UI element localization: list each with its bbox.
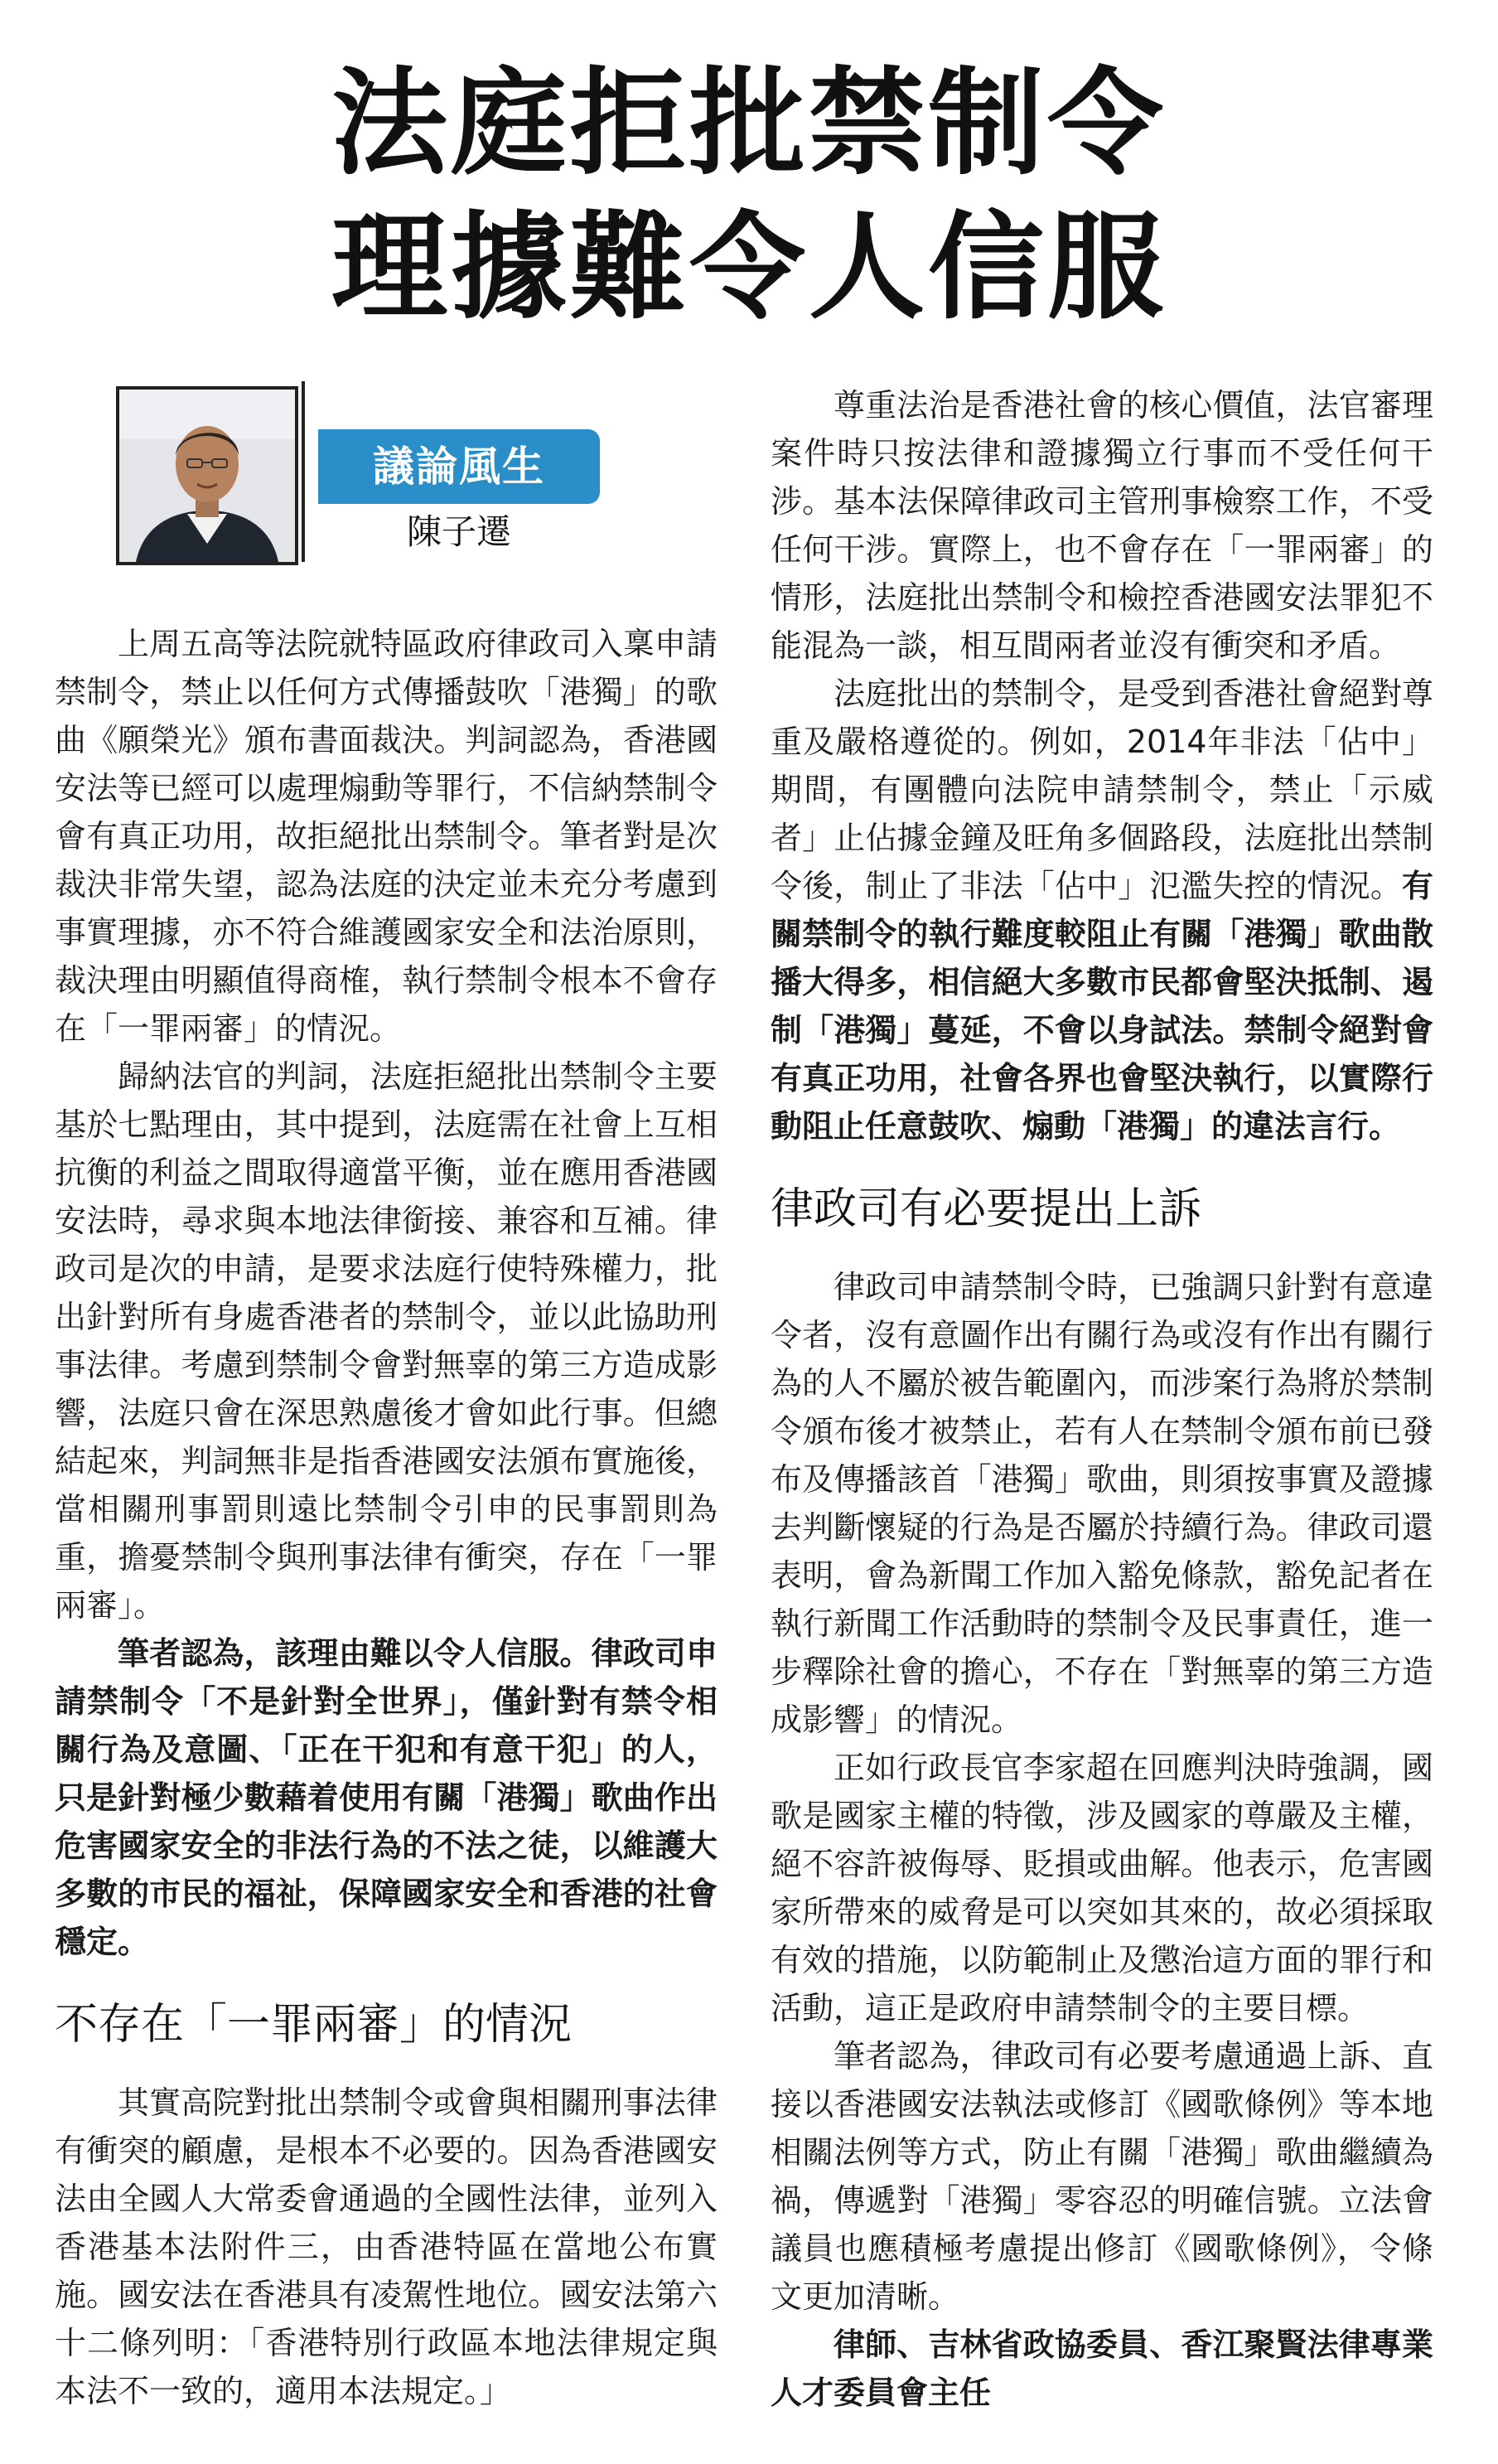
- paragraph: 歸納法官的判詞，法庭拒絕批出禁制令主要基於七點理由，其中提到，法庭需在社會上互相抗衡的利益之間取得適當平衡，並在應用香港國安法時，尋求與本地法律銜接、兼容和互補。律政司是次的申請，是要求法庭行使特殊權力，批出針對所有身處香港者的禁制令，並以此協助刑事法律。考慮到禁制令會對無辜的第三方造成影響，法庭只會在深思熟慮後才會如此行事。但總結起來，判詞無非是指香港國安法頒布實施後，當相關刑事罰則遠比禁制令引申的民事罰則為重，擔憂禁制令與刑事法律有衝突，存在「一罪兩審」。: [55, 1058, 718, 1624]
- paragraph: [771, 670, 1433, 1150]
- subheading: 不存在「一罪兩審」的情況: [55, 2000, 573, 2050]
- byline-divider: [302, 381, 305, 562]
- left-column: [55, 620, 718, 2415]
- paragraph-bold-text: 有關禁制令的執行難度較阻止有關「港獨」歌曲散播大得多，相信絕大多數市民都會堅決抵制、遏制「港獨」蔓延，不會以身試法。禁制令絕對會有真正功用，社會各界也會堅決執行，以實際行動阻止任意鼓吹、煽動「港獨」的違法言行。: [771, 868, 1433, 1145]
- headline-line-1: 法庭拒批禁制令: [331, 56, 1167, 191]
- headline: [0, 51, 1498, 340]
- paragraph: 上周五高等法院就特區政府律政司入稟申請禁制令，禁止以任何方式傳播鼓吹「港獨」的歌曲《願榮光》頒布書面裁決。判詞認為，香港國安法等已經可以處理煽動等罪行，不信納禁制令會有真正功用，故拒絕批出禁制令。筆者對是次裁決非常失望，認為法庭的決定並未充分考慮到事實理據，亦不符合維護國家安全和法治原則，裁決理由明顯值得商榷，執行禁制令根本不會存在「一罪兩審」的情況。: [55, 626, 718, 1047]
- paragraph-text: 法庭批出的禁制令，是受到香港社會絕對尊重及嚴格遵從的。例如，2014年非法「佔中」期間，有團體向法院申請禁制令，禁止「示威者」止佔據金鐘及旺角多個路段，法庭批出禁制令後，制止了非法「佔中」氾濫失控的情況。: [771, 675, 1433, 904]
- author-name: 陳子遷: [406, 511, 511, 552]
- column-badge: 議論風生: [318, 429, 600, 504]
- paragraph: 律政司申請禁制令時，已強調只針對有意違令者，沒有意圖作出有關行為或沒有作出有關行為的人不屬於被告範圍內，而涉案行為將於禁制令頒布後才被禁止，若有人在禁制令頒布前已發布及傳播該首「港獨」歌曲，則須按事實及證據去判斷懷疑的行為是否屬於持續行為。律政司還表明，會為新聞工作加入豁免條款，豁免記者在執行新聞工作活動時的禁制令及民事責任，進一步釋除社會的擔心，不存在「對無辜的第三方造成影響」的情況。: [771, 1269, 1433, 1738]
- paragraph-bold: 筆者認為，該理由難以令人信服。律政司申請禁制令「不是針對全世界」，僅針對有禁令相關行為及意圖、「正在干犯和有意干犯」的人，只是針對極少數藉着使用有關「港獨」歌曲作出危害國家安全的非法行為的不法之徒，以維護大多數的市民的福祉，保障國家安全和香港的社會穩定。: [55, 1635, 718, 1960]
- paragraph: 正如行政長官李家超在回應判決時強調，國歌是國家主權的特徵，涉及國家的尊嚴及主權，絕不容許被侮辱、貶損或曲解。他表示，危害國家所帶來的威脅是可以突如其來的，故必須採取有效的措施，以防範制止及懲治這方面的罪行和活動，這正是政府申請禁制令的主要目標。: [771, 1750, 1433, 2026]
- paragraph: 筆者認為，律政司有必要考慮通過上訴、直接以香港國安法執法或修訂《國歌條例》等本地相關法例等方式，防止有關「港獨」歌曲繼續為禍，傳遞對「港獨」零容忍的明確信號。立法會議員也應積極考慮提出修訂《國歌條例》，令條文更加清晰。: [771, 2038, 1433, 2315]
- author-signature: 律師、吉林省政協委員、香江聚賢法律專業人才委員會主任: [771, 2326, 1433, 2411]
- subheading: 律政司有必要提出上訴: [771, 1184, 1202, 1234]
- author-portrait-icon: [119, 390, 295, 562]
- right-column: [771, 381, 1433, 2417]
- paragraph: 尊重法治是香港社會的核心價值，法官審理案件時只按法律和證據獨立行事而不受任何干涉。基本法保障律政司主管刑事檢察工作，不受任何干涉。實際上，也不會存在「一罪兩審」的情形，法庭批出禁制令和檢控香港國安法罪犯不能混為一談，相互間兩者並沒有衝突和矛盾。: [771, 387, 1433, 664]
- author-photo: [116, 386, 298, 565]
- headline-line-2: 理據難令人信服: [331, 200, 1167, 336]
- paragraph: 其實高院對批出禁制令或會與相關刑事法律有衝突的顧慮，是根本不必要的。因為香港國安法由全國人大常委會通過的全國性法律，並列入香港基本法附件三，由香港特區在當地公布實施。國安法在香港具有凌駕性地位。國安法第六十二條列明：「香港特別行政區本地法律規定與本法不一致的，適用本法規定。」: [55, 2084, 718, 2409]
